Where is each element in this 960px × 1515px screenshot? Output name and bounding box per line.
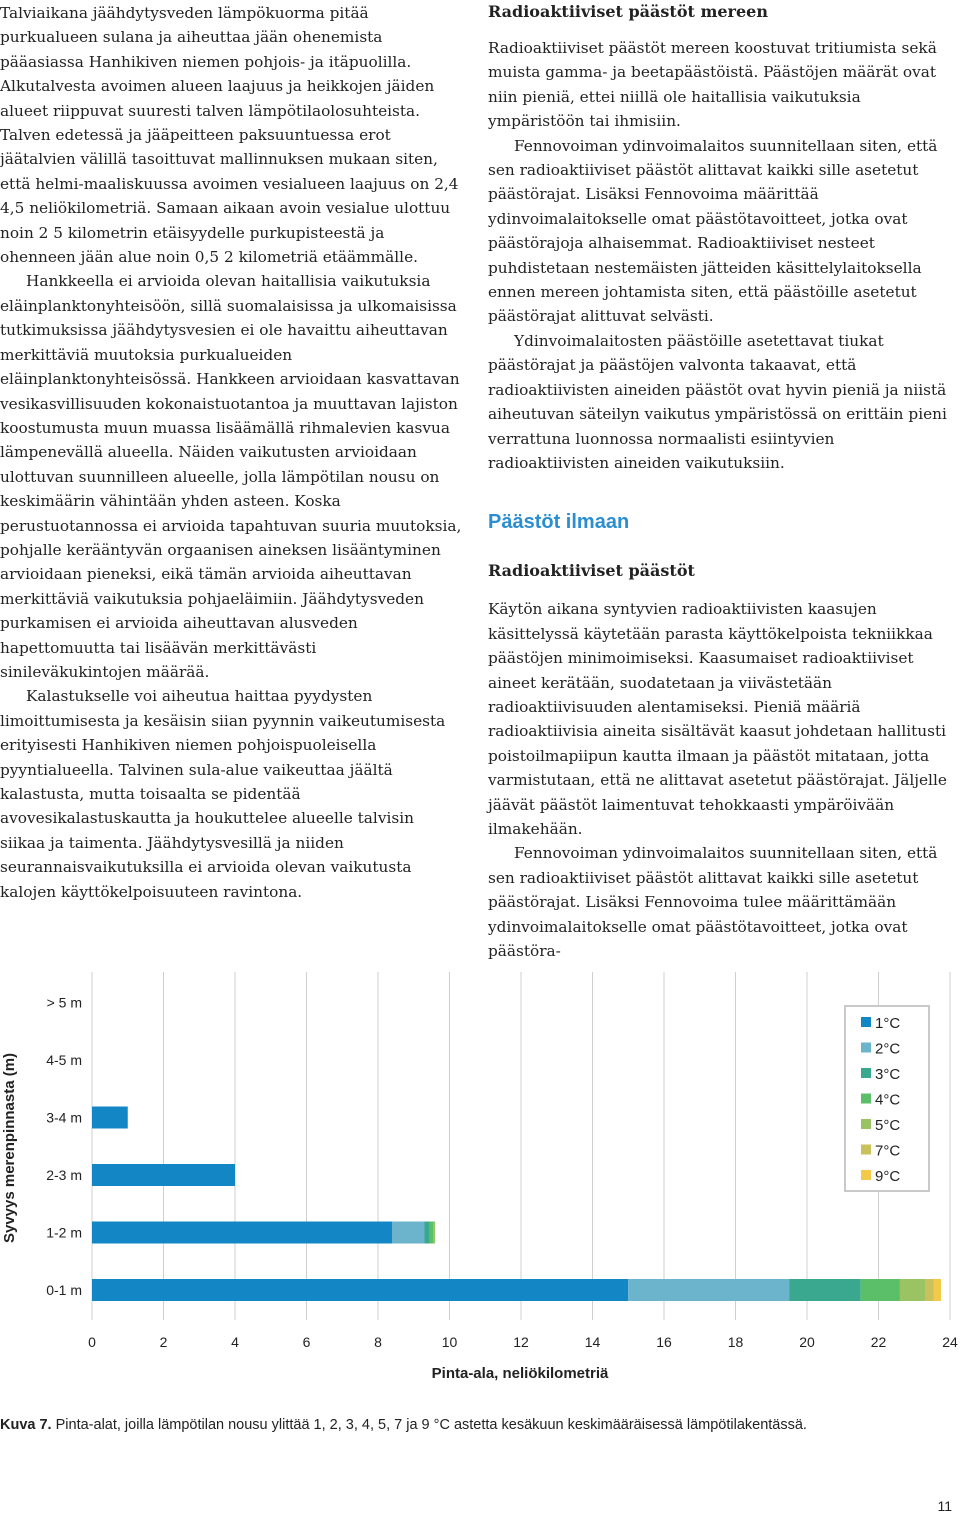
- legend-label: 7°C: [875, 1142, 901, 1160]
- x-tick-label: 8: [374, 1334, 382, 1350]
- x-tick-label: 2: [159, 1334, 168, 1350]
- right-paragraph-5: Fennovoiman ydinvoimalaitos suunnitellaan siten, että sen radioaktiiviset päästöt alittavat kaikki sille asetetut päästörajat. Lisäksi Fennovoima tulee määrittämään ydinvoimalaitokselle omat päästötavoitteet, jotka ovat päästöra-: [488, 844, 938, 960]
- y-tick-label: 2-3 m: [46, 1167, 82, 1183]
- x-tick-label: 0: [88, 1334, 96, 1350]
- bar-segment: [92, 1222, 392, 1244]
- x-tick-label: 18: [727, 1334, 744, 1350]
- legend-swatch: [861, 1043, 871, 1053]
- left-column: [0, 0, 462, 904]
- chart-area: [0, 972, 960, 1402]
- bar-segment: [789, 1279, 861, 1301]
- figure-caption: [0, 1417, 807, 1433]
- right-column: [488, 0, 960, 963]
- x-tick-label: 16: [656, 1334, 672, 1350]
- depth-area-chart: [0, 972, 960, 1402]
- y-tick-label: 3-4 m: [46, 1109, 82, 1126]
- legend-label: 5°C: [875, 1117, 901, 1134]
- bar-segment: [92, 1164, 235, 1186]
- x-tick-label: 22: [870, 1334, 887, 1350]
- heading-radioactive-emissions: Radioaktiiviset päästöt: [488, 561, 695, 581]
- y-tick-label: 1-2 m: [46, 1224, 82, 1241]
- legend-label: 3°C: [875, 1066, 901, 1083]
- y-tick-label: 0-1 m: [46, 1282, 82, 1298]
- legend-label: 9°C: [875, 1168, 901, 1185]
- legend-swatch: [861, 1068, 871, 1078]
- legend-swatch: [861, 1145, 871, 1155]
- legend-label: 4°C: [875, 1091, 901, 1109]
- legend-swatch: [861, 1170, 871, 1180]
- legend-swatch: [861, 1094, 871, 1104]
- y-tick-label: 4-5 m: [46, 1052, 82, 1068]
- x-axis-label: Pinta-ala, neliökilometriä: [431, 1365, 609, 1382]
- bar-segment: [934, 1279, 941, 1301]
- right-paragraph-3: Ydinvoimalaitosten päästöille asetettavat tiukat päästörajat ja päästöjen valvonta takaavat, että radioaktiivisten aineiden päästöt ovat hyvin pieniä ja niistä aiheutuvan säteilyn vaikutus ympäristössä on erittäin pieni verrattuna luonnossa normaalisti esiintyvien radioaktiivisten aineiden vaikutuksiin.: [488, 331, 947, 472]
- x-tick-label: 20: [799, 1334, 815, 1350]
- left-paragraph-3: Kalastukselle voi aiheutua haittaa pyydysten limoittumisesta ja kesäisin siian pyynnin vaikeutumisesta erityisesti Hanhikiven niemen pohjoispuoleisella pyyntialueella. Talvinen sula-alue vaikeuttaa jäältä kalastusta, mutta toisaalta se pidentää avovesikalastuskautta ja houkuttelee alueelle talvisin siikaa ja taimenta. Jäähdytysvesillä ja niiden seurannaisvaikutuksilla ei arvioida olevan vaikutusta kalojen käyttökelpoisuuteen ravintona.: [0, 687, 446, 901]
- right-paragraph-1: Radioaktiiviset päästöt mereen koostuvat tritiumista sekä muista gamma- ja beetapäästöistä. Päästöjen määrät ovat niin pieniä, ettei niillä ole haitallisia vaikutuksia ympäristöön tai ihmisiin.: [488, 39, 937, 131]
- left-paragraph-1: Talviaikana jäähdytysveden lämpökuorma pitää purkualueen sulana ja aiheuttaa jään ohenemista pääasiassa Hanhikiven niemen pohjois- ja itäpuolilla. Alkutalvesta avoimen alueen laajuus ja heikkojen jäiden alueet riippuvat suuresti talven lämpötilaolosuhteista. Talven edetessä ja jääpeitteen paksuuntuessa erot jäätalvien välillä tasoittuvat mallinnuksen mukaan siten, että helmi-maaliskuussa avoimen vesialueen laajuus on 2,4 4,5 neliökilometriä. Samaan aikaan avoin vesialue ulottuu noin 2 5 kilometrin etäisyydelle purkupisteestä ja ohenneen jään alue noin 0,5 2 kilometriä etäämmälle.: [0, 4, 459, 267]
- legend-swatch: [861, 1017, 871, 1027]
- section-heading-air: Päästöt ilmaan: [488, 511, 630, 534]
- legend-swatch: [861, 1119, 871, 1129]
- bar-segment: [900, 1279, 925, 1301]
- x-tick-label: 6: [302, 1334, 311, 1350]
- y-axis-label: Syvyys merenpinnasta (m): [1, 1052, 18, 1244]
- page-number: 11: [937, 1498, 952, 1514]
- caption-text: Pinta-alat, joilla lämpötilan nousu ylittää 1, 2, 3, 4, 5, 7 ja 9 °C astetta kesäkuun keskimääräisessä lämpötilakentässä.: [51, 1417, 807, 1433]
- x-tick-label: 14: [584, 1334, 601, 1350]
- bar-segment: [430, 1222, 434, 1244]
- x-tick-label: 12: [513, 1334, 529, 1350]
- bar-segment: [433, 1222, 435, 1244]
- right-paragraph-4: Käytön aikana syntyvien radioaktiivisten kaasujen käsittelyssä käytetään parasta käyttökelpoista tekniikkaa päästöjen minimoimiseksi. Kaasumaiset radioaktiiviset aineet kerätään, suodatetaan ja viivästetään radioaktiivisuuden alentamiseksi. Pieniä määriä radioaktiivisia aineita sisältävät kaasut johdetaan hallitusti poistoilmapiipun kautta ilmaan ja päästöt mitataan, jotta varmistutaan, että ne alittavat asetetut päästörajat. Jäljelle jäävät päästöt laimentuvat tehokkaasti ympäröivään ilmakehään.: [488, 600, 947, 838]
- heading-radioactive-sea: Radioaktiiviset päästöt mereen: [488, 2, 768, 21]
- legend-label: 2°C: [875, 1040, 901, 1058]
- bar-segment: [92, 1279, 628, 1301]
- x-tick-label: 10: [441, 1334, 458, 1350]
- bar-segment: [925, 1279, 934, 1301]
- y-tick-label: > 5 m: [46, 994, 82, 1011]
- caption-label: Kuva 7.: [0, 1417, 52, 1433]
- x-tick-label: 24: [942, 1334, 958, 1350]
- right-paragraph-2: Fennovoiman ydinvoimalaitos suunnitellaan siten, että sen radioaktiiviset päästöt alittavat kaikki sille asetetut päästörajat. Lisäksi Fennovoima määrittää ydinvoimalaitokselle omat päästötavoitteet, jotka ovat päästörajoja alhaisemmat. Radioaktiiviset nesteet puhdistetaan nestemäisten jätteiden käsittelylaitoksella ennen mereen johtamista siten, että päästöille asetetut päästörajat alittuvat selvästi.: [488, 136, 938, 326]
- x-tick-label: 4: [231, 1334, 239, 1350]
- bar-segment: [92, 1107, 128, 1129]
- left-paragraph-2: Hankkeella ei arvioida olevan haitallisia vaikutuksia eläinplanktonyhteisöön, sillä suomalaisissa ja ulkomaisissa tutkimuksissa jäähdytysvesien ei ole havaittu aiheuttavan merkittäviä muutoksia purkualueiden eläinplanktonyhteisössä. Hankkeen arvioidaan kasvattavan vesikasvillisuuden kokonaistuotantoa ja muuttavan lajiston koostumusta muun muassa lisäämällä rihmalevien kasvua lämpenevällä alueella. Näiden vaikutusten arvioidaan ulottuvan suunnilleen alueelle, jolla lämpötilan nousu on keskimäärin vähintään yhden asteen. Koska perustuotannossa ei arvioida tapahtuvan suuria muutoksia, pohjalle kerääntyvän orgaanisen aineksen lisääntyminen arvioidaan pieneksi, eikä tämän arvioida aiheuttavan merkittäviä vaikutuksia pohjaeläimiin. Jäähdytysveden purkamisen ei arvioida aiheuttavan alusveden hapettomuutta tai lisäävän merkittävästi sinileväkukintojen määrää.: [0, 272, 462, 681]
- legend-label: 1°C: [875, 1015, 901, 1032]
- bar-segment: [861, 1279, 900, 1301]
- bar-segment: [424, 1222, 429, 1244]
- bar-segment: [628, 1279, 789, 1301]
- bar-segment: [392, 1222, 424, 1244]
